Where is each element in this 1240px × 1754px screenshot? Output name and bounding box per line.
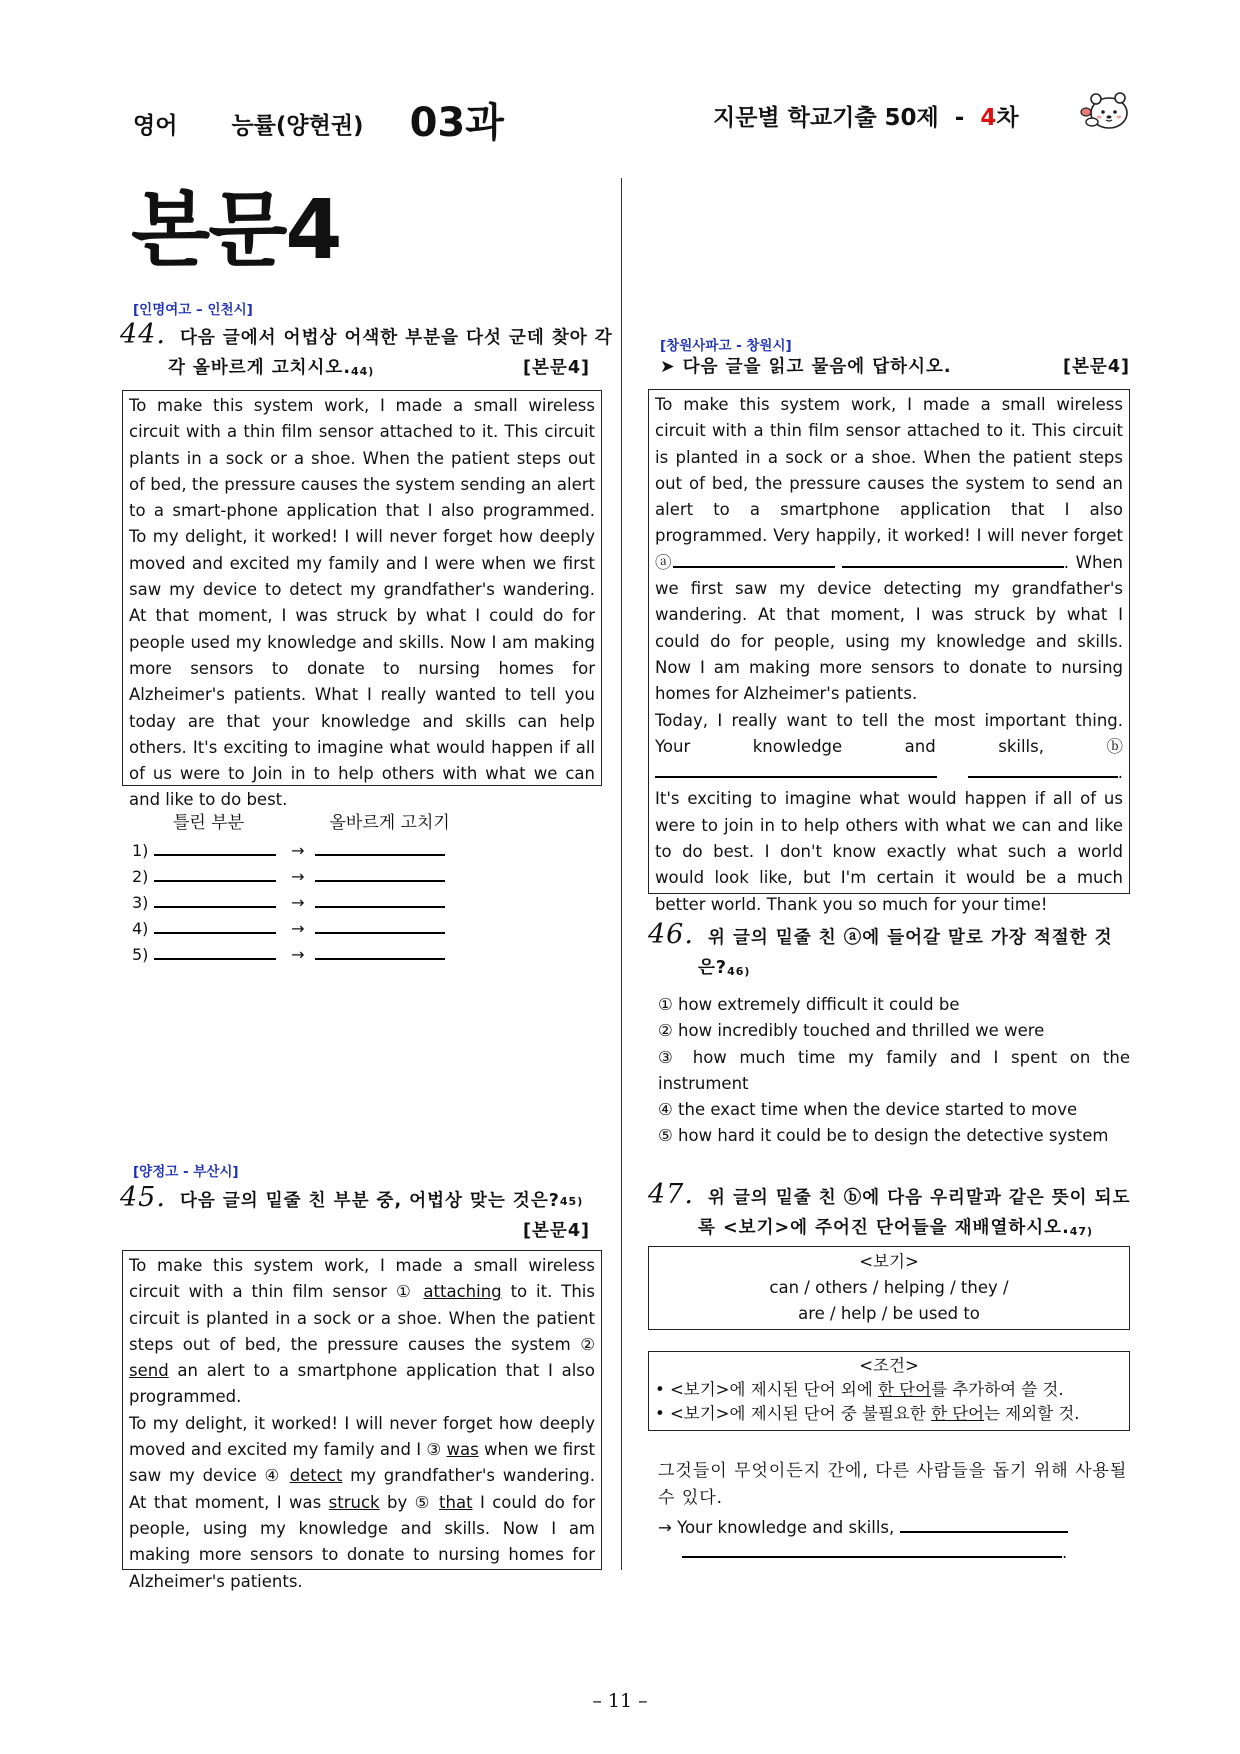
q46-number: 46.	[648, 919, 694, 950]
q44-col-wrong: 틀린 부분	[173, 813, 245, 833]
bogi-line-1: can / others / helping / they /	[769, 1278, 1009, 1297]
header-right	[713, 99, 1019, 132]
q47-prompt	[648, 1180, 1130, 1243]
blank-b[interactable]	[655, 760, 937, 778]
q44-answer-row: 1) →	[132, 836, 445, 862]
bogi-box	[648, 1246, 1130, 1330]
underlined-option-5: that	[439, 1492, 473, 1512]
q47-answer-blank-2[interactable]	[682, 1540, 1062, 1558]
q45-tag: [본문4]	[523, 1221, 590, 1241]
q46-prompt-line2: 은?	[698, 958, 728, 978]
correct-blank[interactable]	[315, 940, 445, 960]
q44-answer-row: 4) →	[132, 914, 445, 940]
q44-passage-box	[122, 390, 602, 810]
correct-blank[interactable]	[315, 836, 445, 856]
blank-a[interactable]	[673, 550, 835, 568]
q44-passage: To make this system work, I made a small wireless circuit with a thin film sensor attached to it. This circuit plants in a sock or a shoe. When the patient steps out of bed, the pressure causes the system sending an alert to a smart-phone application that I also programmed. To my delight, it worked! I will never forget how deeply moved and excited my family and I were when we first saw my device to detect my grandfather's wandering. At that moment, I was struck by what I could do for people used my knowledge and skills. Now I am making more sensors to donate to nursing homes for Alzheimer's patients. What I really wanted to tell you today are that your knowledge and skills can help others. It's exciting to imagine what would happen if all of us were to Join in to help others with what we can and like to do best.	[129, 396, 595, 810]
q47-answer-blank-1[interactable]	[900, 1515, 1068, 1533]
right-prompt	[660, 352, 1140, 382]
q44-source: [인명여고 – 인천시]	[133, 302, 253, 318]
header-dash: -	[954, 105, 965, 131]
q45-prompt-text: 다음 글의 밑줄 친 부분 중, 어법상 맞는 것은?	[179, 1191, 560, 1211]
q46-prompt-line1: 위 글의 밑줄 친 ⓐ에 들어갈 말로 가장 적절한 것	[707, 928, 1113, 948]
underlined-option-2: send	[129, 1361, 169, 1381]
q44-answer-row: 3) →	[132, 888, 445, 914]
q45-paragraph-1: To make this system work, I made a small wireless circuit with a thin film sensor ① attaching to it. This circuit is planted in a sock or a shoe. When the patient steps out of bed, the pressure causes the system ② send an alert to a smartphone application that I also programmed.	[129, 1256, 595, 1407]
wrong-blank[interactable]	[154, 888, 276, 908]
condition-1: • <보기>에 제시된 단어 외에 한 단어를 추가하여 쓸 것.	[655, 1380, 1064, 1399]
round-suffix: 차	[996, 105, 1019, 131]
series-title: 지문별 학교기출 50제	[713, 105, 939, 131]
q45-prompt	[120, 1183, 600, 1246]
q44-number: 44.	[120, 319, 166, 350]
header-left	[133, 88, 504, 145]
q44-footnote: 44)	[350, 365, 375, 378]
blank-a-cont[interactable]	[842, 550, 1064, 568]
right-paragraph-2: Today, I really want to tell the most important thing. Your knowledge and skills, ⓑ . It's exciting to imagine what would happen if all of us were to join in to help others with what we can and like to do best. I don't know exactly what such a world would look like, but I'm certain it would be a much better world. Thank you so much for your time!	[655, 710, 1123, 914]
correct-blank[interactable]	[315, 914, 445, 934]
textbook-label: 능률(양현권)	[231, 113, 364, 139]
right-tag: [본문4]	[1063, 357, 1130, 377]
correct-blank[interactable]	[315, 862, 445, 882]
page-number: – 11 –	[592, 1690, 648, 1712]
q47-number: 47.	[648, 1179, 694, 1210]
bear-mascot-icon	[1080, 86, 1132, 134]
underlined-struck: struck	[328, 1492, 380, 1512]
q46-choice-1[interactable]: ① how extremely difficult it could be	[658, 995, 960, 1014]
right-paragraph-1: To make this system work, I made a small wireless circuit with a thin film sensor attached to it. This circuit is planted in a sock or a shoe. When the patient steps out of bed, the pressure causes the system to send an alert to a smartphone application that I also programmed. Very happily, it worked! I will never forget ⓐ . When we first saw my device detecting my grandfather's wandering. At that moment, I was struck by what I could do for people, using my knowledge and skills. Now I am making more sensors to donate to nursing homes for Alzheimer's patients.	[655, 395, 1124, 704]
q44-col-correct: 올바르게 고치기	[329, 813, 450, 833]
q46-prompt	[648, 920, 1130, 983]
q46-choice-5[interactable]: ⑤ how hard it could be to design the detective system	[658, 1126, 1109, 1146]
q44-prompt-line1: 다음 글에서 어법상 어색한 부분을 다섯 군데 찾아 각	[179, 328, 613, 348]
right-source: [창원사파고 - 창원시]	[660, 338, 792, 354]
q45-footnote: 45)	[559, 1195, 584, 1208]
q47-footnote: 47)	[1069, 1225, 1094, 1238]
q47-answer-line-1: → Your knowledge and skills,	[658, 1515, 1068, 1537]
q47-answer-line-2: .	[682, 1540, 1067, 1562]
bogi-line-2: are / help / be used to	[798, 1304, 980, 1323]
right-passage-box	[648, 389, 1130, 914]
q44-prompt	[120, 319, 613, 383]
q45-number: 45.	[120, 1182, 166, 1213]
wrong-blank[interactable]	[154, 836, 276, 856]
wrong-blank[interactable]	[154, 914, 276, 934]
q45-source: [양정고 - 부산시]	[133, 1164, 239, 1180]
q46-footnote: 46)	[727, 965, 751, 978]
q46-choice-4[interactable]: ④ the exact time when the device started to move	[658, 1100, 1078, 1120]
q45-passage-box	[122, 1250, 602, 1591]
column-divider	[621, 178, 622, 1570]
q47-prompt-line1: 위 글의 밑줄 친 ⓑ에 다음 우리말과 같은 뜻이 되도	[707, 1188, 1131, 1208]
q44-tag: [본문4]	[523, 358, 590, 378]
arrow-icon: ➤	[660, 357, 676, 377]
underlined-option-1: attaching	[423, 1282, 502, 1302]
q44-answer-table	[132, 836, 445, 966]
condition-box	[648, 1351, 1130, 1431]
korean-sentence: 그것들이 무엇이든지 간에, 다른 사람들을 돕기 위해 사용될 수 있다.	[658, 1461, 1128, 1508]
underlined-option-3: was	[446, 1440, 479, 1460]
condition-title: <조건>	[859, 1356, 919, 1375]
q47-prompt-line2: 록 <보기>에 주어진 단어들을 재배열하시오.	[698, 1218, 1070, 1238]
q46-choice-2[interactable]: ② how incredibly touched and thrilled we were	[658, 1021, 1045, 1041]
wrong-blank[interactable]	[154, 862, 276, 882]
condition-2: • <보기>에 제시된 단어 중 불필요한 한 단어는 제외할 것.	[655, 1404, 1080, 1423]
lesson-number: 03과	[409, 100, 504, 146]
subject-label: 영어	[133, 113, 178, 139]
q44-answer-row: 2) →	[132, 862, 445, 888]
section-title: 본문4	[131, 183, 341, 278]
wrong-blank[interactable]	[154, 940, 276, 960]
blank-b-cont[interactable]	[968, 760, 1118, 778]
correct-blank[interactable]	[315, 888, 445, 908]
q46-choices	[658, 992, 1130, 1150]
round-number: 4	[980, 105, 997, 131]
underlined-option-4: detect	[289, 1466, 343, 1486]
q44-prompt-line2: 각 올바르게 고치시오.	[168, 358, 351, 378]
q45-paragraph-2: To my delight, it worked! I will never forget how deeply moved and excited my family and I ③ was when we first saw my device ④ detect my grandfather's wandering. At that moment, I was struck by ⑤ that I could do for people, using my knowledge and skills. Now I am making more sensors to donate to nursing homes for Alzheimer's patients.	[129, 1413, 595, 1591]
right-prompt-text: 다음 글을 읽고 물음에 답하시오.	[682, 357, 952, 377]
q44-answer-headers	[173, 808, 450, 833]
bogi-title: <보기>	[859, 1252, 919, 1271]
q46-choice-3[interactable]: ③ how much time my family and I spent on the instrument	[658, 1047, 1130, 1093]
q44-answer-row: 5) →	[132, 940, 445, 966]
